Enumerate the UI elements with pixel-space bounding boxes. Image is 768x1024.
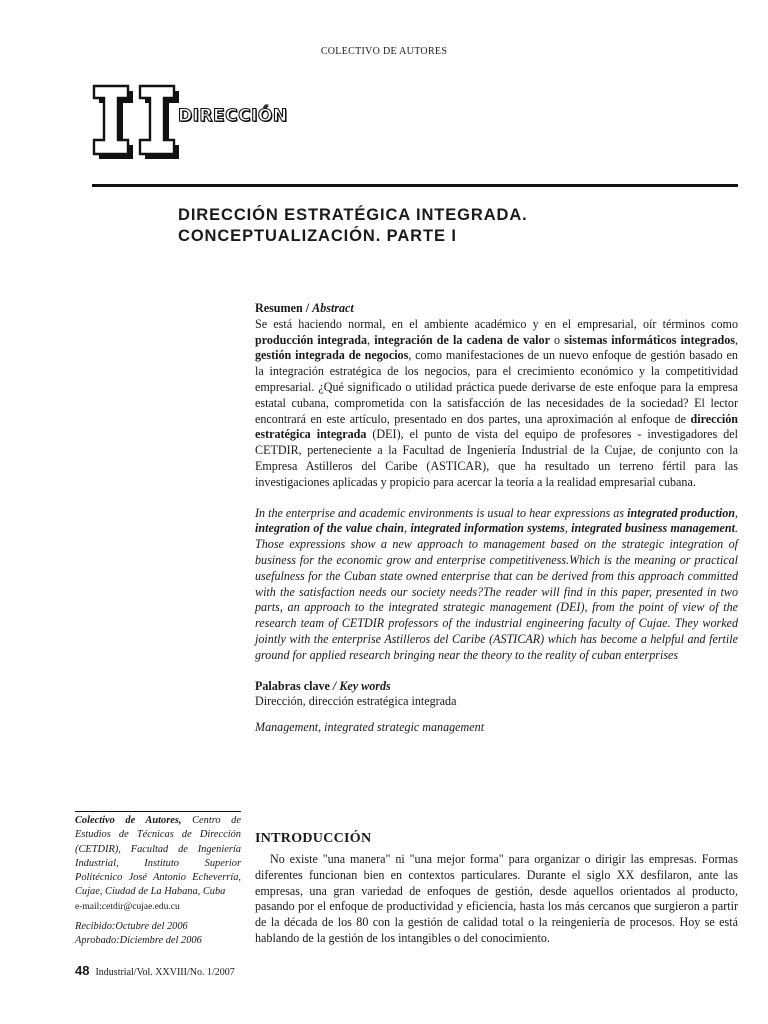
article-title-line-1: DIRECCIÓN ESTRATÉGICA INTEGRADA. [178,206,528,224]
author-note [75,814,241,949]
abstract-es-text: , como manifestaciones de un nuevo enfoque de gestión basado en la integración estratégica de los negocios, para el crecimiento económico y la competitividad empresarial. ¿Qué significado o utilidad práctica puede derivarse de este enfoque para la empresa estatal cubana, comprometida con la satisfacción de las necesidades de la sociedad? El lector encontrará en este artículo, presentado en dos partes, una aproximación al enfoque de [255,348,738,426]
keywords-es: Dirección, dirección estratégica integrada [255,694,457,709]
term-sistemas-informaticos: sistemas informáticos integrados [564,332,735,347]
abstract-en-text: . Those expressions show a new approach to management based on the strategic integration of business for the economic grow and enterprise competitiveness.Which is the meaning or practical usefulness for the Cuban state owned enterprise that can be derived from this approach committed with the satisfaction needs our society needs?The reader will find in this paper, presented in two parts, an approach to the integrated strategic management (DEI), from the point of view of the research team of CETDIR professors of the industrial engineering faculty of Cujae. They worked jointly with the enterprise Astilleros del Caribe (ASTICAR) which has become a helpful and fertile ground for applied research bringing near the theory to the reality of cuban enterprises [255,521,739,662]
keywords-en: Management, integrated strategic management [255,720,485,735]
term-cadena-de-valor: integración de la cadena de valor [374,332,550,347]
abstract-es-text: , [735,332,739,347]
abstract-es-text: , [367,332,375,347]
article-title [178,205,738,247]
abstract-es-text: o [549,332,565,347]
term-direccion-estrategica: dirección estratégica integrada [255,411,738,442]
abstract-en-text: , [734,505,738,520]
received-date: Recibido:Octubre del 2006 [75,921,188,933]
abstract-en-text: , [403,521,411,536]
author-affiliation-text: Centro de Estudios de Técnicas de Dirección (CETDIR), Facultad de Ingeniería Industrial, Instituto Superior Politécnico José Antonio Echeverría, Cujae, Ciudad de La Habana, Cuba [75,815,241,898]
abstract-en [255,506,738,664]
abstract-block [255,301,738,736]
abstract-es [255,317,738,491]
abstract-en-text: In the enterprise and academic environments is usual to hear expressions as [255,505,628,520]
abstract-heading [255,301,738,317]
roman-numeral-ii-icon [94,86,179,159]
abstract-es-text: (DEI), el punto de vista del equipo de profesores - investigadores del CETDIR, perteneciente a la Facultad de Ingeniería Industrial de la Cujae, de conjunto con la Empresa Astilleros del Caribe (ASTICAR), que ha resultado un terreno fértil para las investigaciones aplicadas y propicio para acercar la teoría a la realidad empresarial cubana. [255,427,738,489]
abstract-en-text: , [564,521,572,536]
author-affiliation [75,814,241,900]
journal-citation: Industrial/Vol. XXVIII/No. 1/2007 [95,967,235,978]
section-numeral-logo [92,82,184,166]
intro-paragraph: No existe "una manera" ni "una mejor forma" para organizar o dirigir las empresas. Formas diferentes funcionan bien en contextos particulares. Durante el siglo XX desfilaron, ante las empresas, una gran variedad de enfoques de gestión, desde aquellos orientados al producto, pasando por el enfoque de productividad y eficiencia, hasta los más cercanos que surgieron a partir de la década de los 80 con la gestión de calidad total o la reingeniería de procesos. Hoy se está hablando de la gestión de los intangibles o del conocimiento. [255,852,738,945]
keywords-heading-en: / Key words [329,678,391,693]
header-rule [92,184,738,187]
page-number: 48 [75,963,90,978]
author-email: e-mail:cetdir@cujae.edu.cu [75,901,180,912]
term-business-management: integrated business management [571,521,735,536]
author-name: Colectivo de Autores, [75,815,182,826]
approved-date: Aprobado:Diciembre del 2006 [75,935,202,947]
section-title: DIRECCIÓN [178,106,288,126]
abstract-heading-es: Resumen / [255,301,310,315]
article-title-line-2: CONCEPTUALIZACIÓN. PARTE I [178,227,457,245]
abstract-es-text: Se está haciendo normal, en el ambiente académico y en el empresarial, oír términos como [255,316,738,331]
page-footer [75,963,235,978]
abstract-heading-en: Abstract [312,301,354,315]
keywords-heading [255,679,738,695]
term-integrated-production: integrated production [627,505,735,520]
intro-heading: INTRODUCCIÓN [255,831,372,846]
term-information-systems: integrated information systems [410,521,565,536]
term-value-chain: integration of the value chain [255,521,404,536]
term-produccion-integrada: producción integrada [255,332,368,347]
running-head: COLECTIVO DE AUTORES [320,46,448,57]
keywords-heading-es: Palabras clave [255,678,330,693]
term-gestion-integrada: gestión integrada de negocios [255,348,409,363]
author-note-rule [75,811,241,812]
